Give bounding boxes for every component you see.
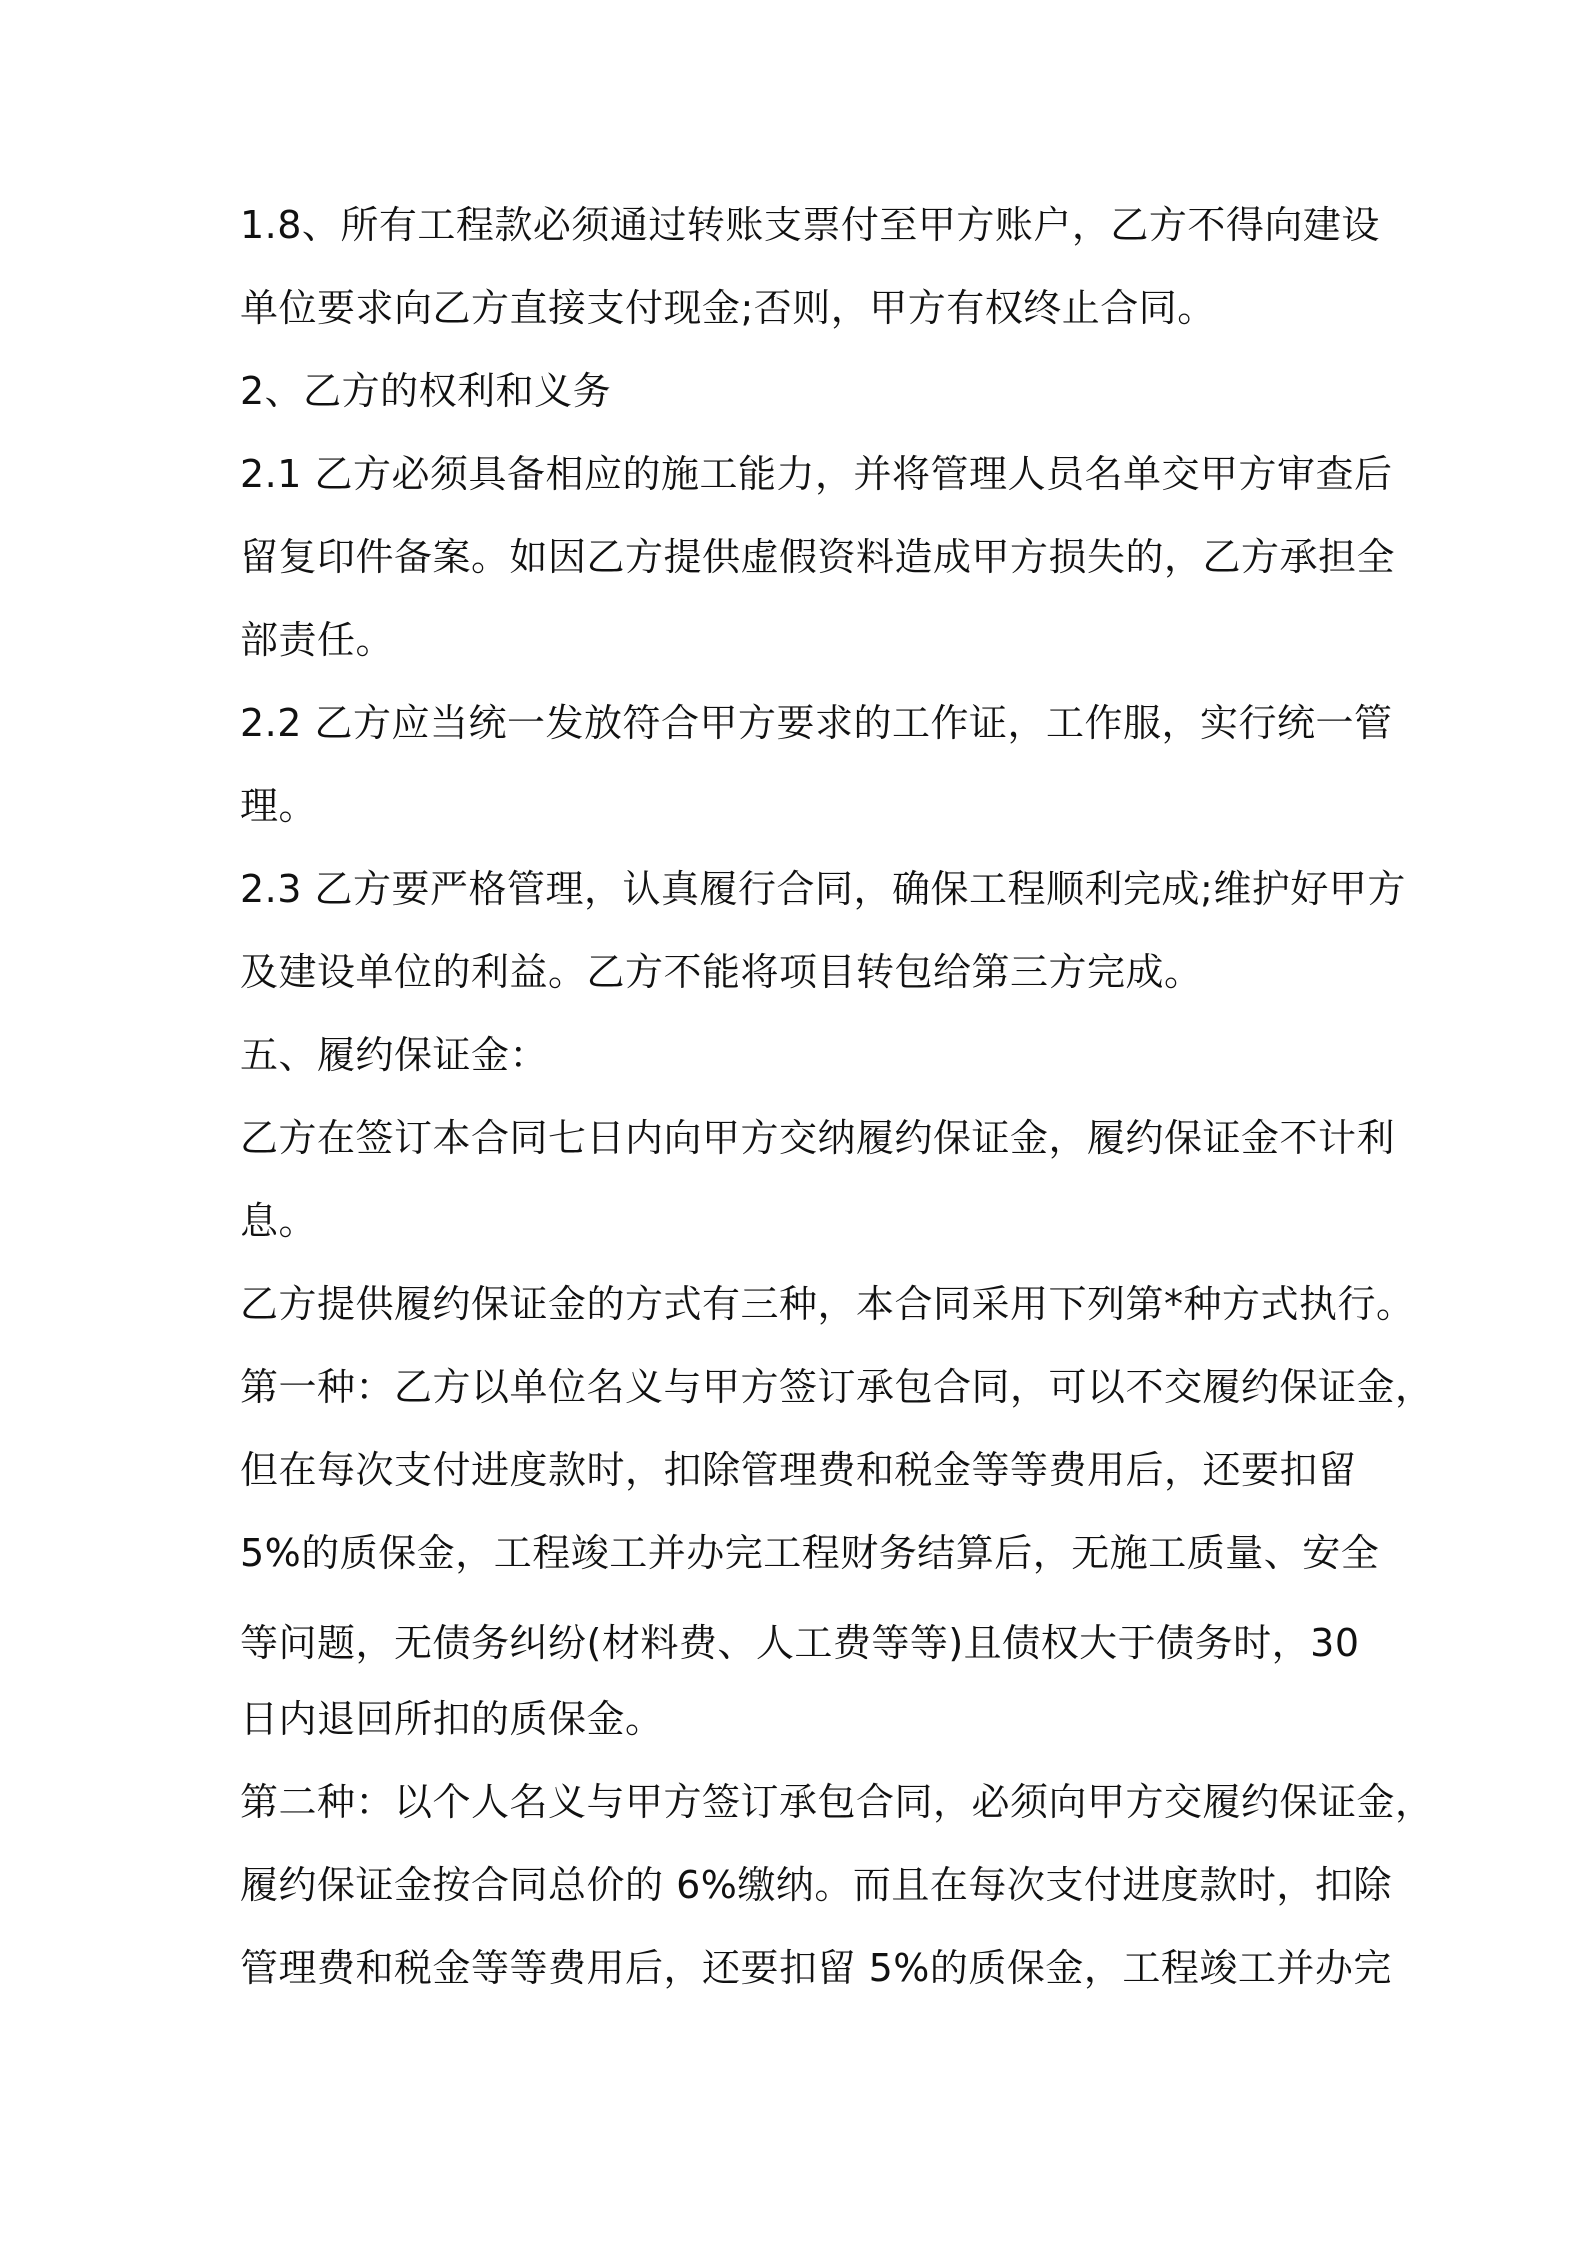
text-line: 2.1 乙方必须具备相应的施工能力，并将管理人员名单交甲方审查后 — [240, 452, 1393, 496]
text-line: 留复印件备案。如因乙方提供虚假资料造成甲方损失的，乙方承担全 — [240, 535, 1396, 579]
text-line: 但在每次支付进度款时，扣除管理费和税金等等费用后，还要扣留 — [240, 1448, 1357, 1492]
text-line: 部责任。 — [240, 618, 395, 662]
text-line: 及建设单位的利益。乙方不能将项目转包给第三方完成。 — [240, 950, 1203, 994]
text-line: 1.8、所有工程款必须通过转账支票付至甲方账户，乙方不得向建设 — [240, 203, 1380, 247]
text-line: 5%的质保金，工程竣工并办完工程财务结算后，无施工质量、安全 — [240, 1531, 1380, 1575]
text-line: 第二种：以个人名义与甲方签订承包合同，必须向甲方交履约保证金， — [240, 1780, 1434, 1824]
section-heading: 2、乙方的权利和义务 — [240, 369, 612, 413]
text-line: 第一种：乙方以单位名义与甲方签订承包合同，可以不交履约保证金， — [240, 1365, 1434, 1409]
text-line: 管理费和税金等等费用后，还要扣留 5%的质保金，工程竣工并办完 — [240, 1946, 1392, 1990]
text-line: 等问题，无债务纠纷(材料费、人工费等等)且债权大于债务时，30 — [240, 1621, 1360, 1665]
text-line: 乙方在签订本合同七日内向甲方交纳履约保证金，履约保证金不计利 — [240, 1116, 1396, 1160]
text-line: 2.3 乙方要严格管理，认真履行合同，确保工程顺利完成;维护好甲方 — [240, 867, 1406, 911]
text-line: 履约保证金按合同总价的 6%缴纳。而且在每次支付进度款时，扣除 — [240, 1863, 1392, 1907]
section-heading: 五、履约保证金： — [240, 1033, 549, 1077]
text-line: 日内退回所扣的质保金。 — [240, 1697, 664, 1741]
text-line: 单位要求向乙方直接支付现金;否则，甲方有权终止合同。 — [240, 286, 1216, 330]
text-line: 2.2 乙方应当统一发放符合甲方要求的工作证，工作服，实行统一管 — [240, 701, 1393, 745]
text-line: 理。 — [240, 784, 318, 828]
text-line: 乙方提供履约保证金的方式有三种，本合同采用下列第*种方式执行。 — [240, 1282, 1415, 1326]
text-line: 息。 — [240, 1199, 318, 1243]
